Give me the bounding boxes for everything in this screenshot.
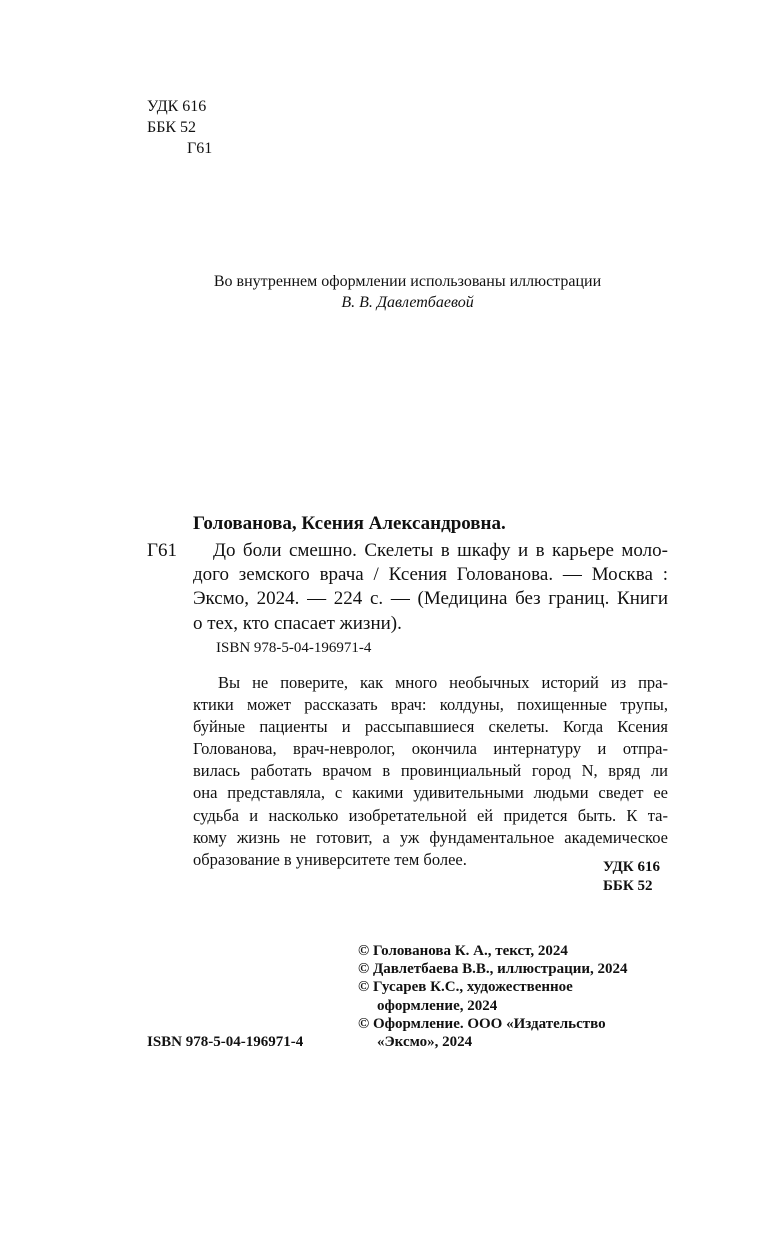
annotation-line: буйные пациенты и рассыпавшиеся скелеты. Когда Ксения xyxy=(193,717,668,737)
bib-line: Эксмо, 2024. — 224 с. — (Медицина без границ. Книги xyxy=(193,588,668,610)
copyright-line: © Гусарев К.С., художественное xyxy=(358,979,573,996)
udk-code-bottom: УДК 616 xyxy=(603,859,660,875)
copyright-line: оформление, 2024 xyxy=(377,997,498,1014)
copyright-line: © Голованова К. А., текст, 2024 xyxy=(358,943,568,959)
annotation-line: она представляла, с какими удивительными людьми сведет ее xyxy=(193,783,668,803)
udk-code-top: УДК 616 xyxy=(147,98,207,115)
bibliographic-description xyxy=(193,539,668,636)
bib-line: дого земского врача / Ксения Голованова. — Москва : xyxy=(193,564,668,586)
isbn-bottom: ISBN 978-5-04-196971-4 xyxy=(147,1034,304,1050)
bib-line: До боли смешно. Скелеты в шкафу и в карьере моло- xyxy=(213,540,668,561)
annotation-line: судьба и насколько изобретательной ей придется быть. К та- xyxy=(193,805,668,825)
bib-line: о тех, кто спасает жизни). xyxy=(193,612,402,634)
annotation-line: кому жизнь не готовит, а уж фундаментальное академическое xyxy=(193,827,668,847)
illustrations-artist: В. В. Давлетбаевой xyxy=(341,294,474,311)
illustrations-note: Во внутреннем оформлении использованы иллюстрации xyxy=(213,273,602,290)
author-mark-top: Г61 xyxy=(187,140,213,157)
annotation-line: ктики может рассказать врач: колдуны, похищенные трупы, xyxy=(193,695,668,715)
bbk-code-top: ББК 52 xyxy=(147,119,197,136)
bbk-code-bottom: ББК 52 xyxy=(603,878,653,894)
annotation-line: образование в университете тем более. xyxy=(193,849,467,869)
author-mark-bib: Г61 xyxy=(147,540,177,561)
annotation-line: Вы не поверите, как много необычных историй из пра- xyxy=(218,673,668,692)
annotation xyxy=(193,672,668,871)
copyright-line: © Оформление. ООО «Издательство xyxy=(358,1015,606,1032)
copyright-block xyxy=(358,942,628,1051)
author-heading: Голованова, Ксения Александровна. xyxy=(193,513,506,534)
copyright-line: «Эксмо», 2024 xyxy=(377,1034,473,1051)
annotation-line: Голованова, врач-невролог, окончила интернатуру и отпра- xyxy=(193,739,668,759)
annotation-line: вилась работать врачом в провинциальный город N, вряд ли xyxy=(193,761,668,781)
isbn-record: ISBN 978-5-04-196971-4 xyxy=(216,640,372,656)
copyright-line: © Давлетбаева В.В., иллюстрации, 2024 xyxy=(358,961,628,978)
